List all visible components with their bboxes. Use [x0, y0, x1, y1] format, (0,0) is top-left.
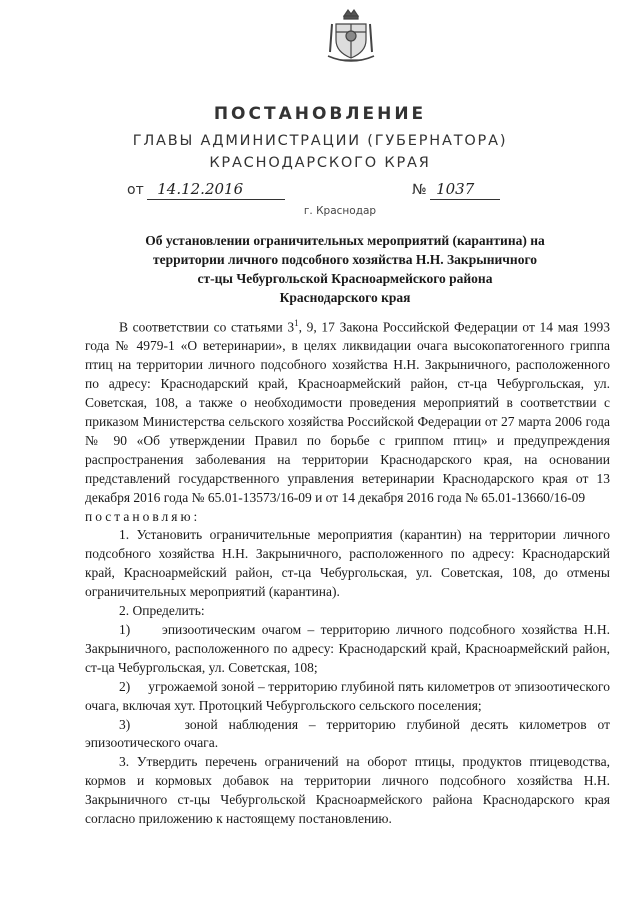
authority-heading: ГЛАВЫ АДМИНИСТРАЦИИ (ГУБЕРНАТОРА)	[132, 133, 508, 149]
number-value: 1037	[436, 180, 475, 198]
city-label: г. Краснодар	[303, 205, 377, 217]
document-title	[110, 231, 580, 307]
title-line: территории личного подсобного хозяйства Н.Н. Закрыничного	[153, 252, 537, 267]
preamble-text-start: В соответствии со статьями 3	[119, 319, 295, 335]
date-label: от	[127, 182, 144, 198]
title-line: ст-цы Чебургольской Красноармейского района	[197, 271, 493, 286]
number-label: №	[412, 182, 427, 198]
preamble-paragraph	[85, 314, 610, 508]
region-heading: КРАСНОДАРСКОГО КРАЯ	[209, 155, 431, 171]
title-line: Краснодарского края	[279, 290, 411, 305]
item-2-3: 3) зоной наблюдения – территорию глубиной десять километров от эпизоотического очага.	[85, 716, 614, 751]
decree-word: постановляю:	[85, 508, 201, 524]
title-line: Об установлении ограничительных мероприятий (карантина) на	[145, 233, 545, 248]
item-2: 2. Определить:	[119, 603, 205, 619]
date-value: 14.12.2016	[157, 180, 244, 198]
document-body	[85, 314, 614, 829]
preamble-superscript: 1	[294, 318, 299, 328]
item-3: 3. Утвердить перечень ограничений на оборот птицы, продуктов птицеводства, кормов и кормовых добавок на территории личного подсобного хозяйства Н.Н. Закрыничного ст-цы Чебургольской Красноармейского района Краснодарского края согласно приложению к настоящему постановлению.	[85, 754, 610, 827]
item-1: 1. Установить ограничительные мероприятия (карантин) на территории личного подсобного хозяйства Н.Н. Закрыничного, расположенного по адресу: Краснодарский край, Красноармейский район, ст-ца Чебургольская, ул. Советская, 108, до отмены ограничительных мероприятий (карантина).	[85, 527, 610, 600]
coat-of-arms-icon	[326, 6, 376, 68]
item-2-2: 2) угрожаемой зоной – территорию глубиной пять километров от эпизоотического очага, включая хут. Протоцкий Чебургольского сельского поселения;	[85, 678, 614, 713]
number-field	[412, 180, 500, 202]
date-field	[127, 180, 285, 202]
preamble-text-rest: , 9, 17 Закона Российской Федерации от 14 мая 1993 года № 4979-1 «О ветеринарии», в целях ликвидации очага высокопатогенного гриппа птиц на территории личного подсобного хозяйства Н.Н. Закрыничного, расположенного по адресу: Краснодарский край, Красноармейский район, ст-ца Чебургольская, ул. Советская, 108, а также о необходимости проведения мероприятий в соответствии с приказом Министерства сельского хозяйства Российской Федерации от 27 марта 2006 года № 90 «Об утверждении Правил по борьбе с гриппом птиц» и предупреждения распространения заболевания на территории Краснодарского края, на основании представлений государственного управления ветеринарии Краснодарского края от 13 декабря 2016 года № 65.01-13573/16-09 и от 14 декабря 2016 года № 65.01-13660/16-09	[85, 319, 610, 505]
item-2-1: 1) эпизоотическим очагом – территорию личного подсобного хозяйства Н.Н. Закрыничного, расположенного по адресу: Краснодарский край, Красноармейский район, ст-ца Чебургольская, ул. Советская, 108;	[85, 622, 614, 675]
document-type-heading: ПОСТАНОВЛЕНИЕ	[213, 104, 427, 124]
